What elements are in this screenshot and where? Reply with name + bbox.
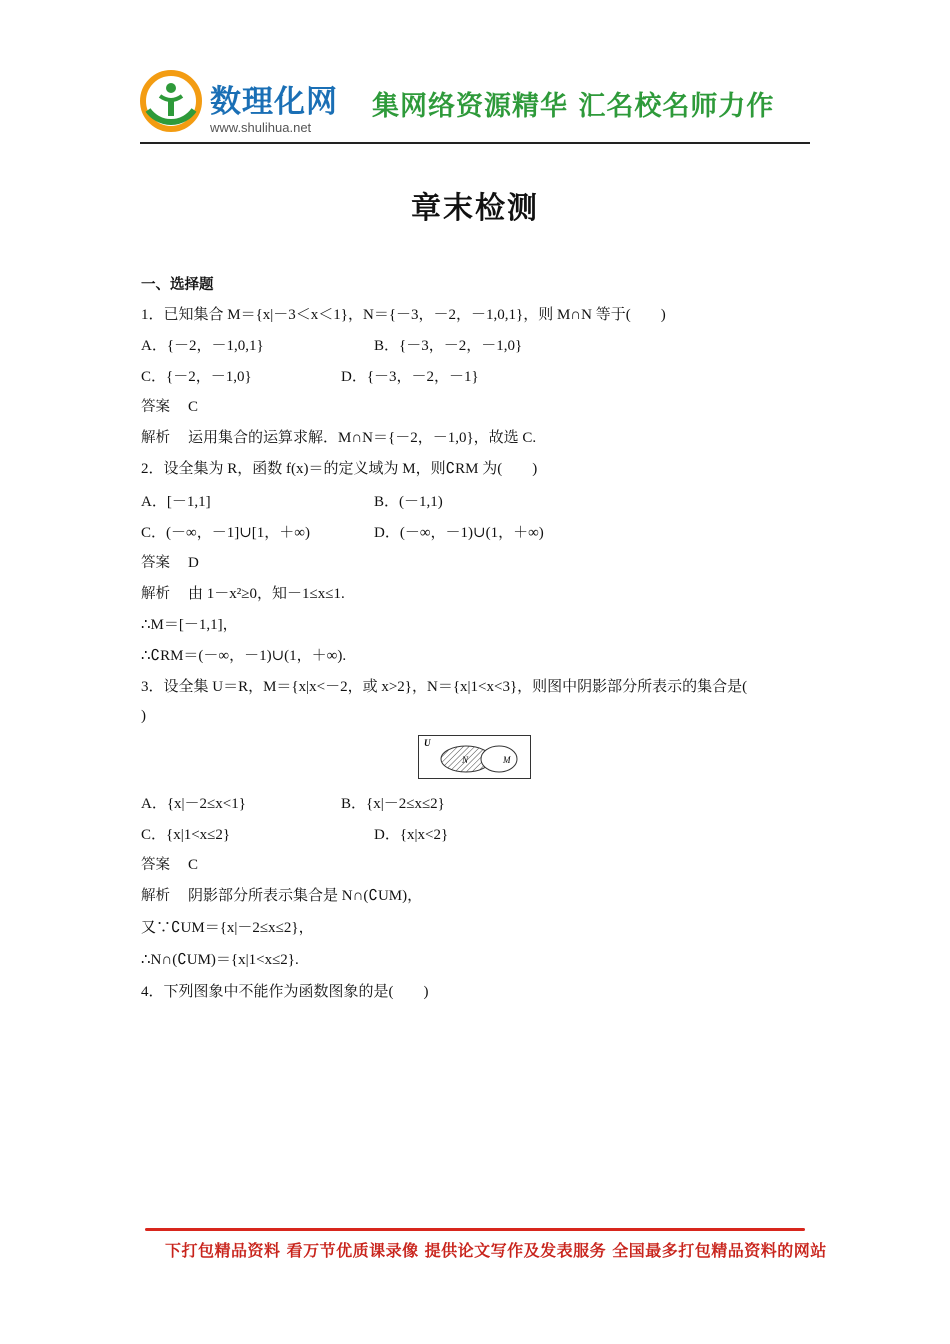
- q2-analysis-line2: ∴M＝[－1,1]，: [141, 617, 238, 633]
- q3-answer: [141, 855, 198, 875]
- q1-analysis: [141, 428, 536, 448]
- analysis-text: 由 1－x²≥0，知－1≤x≤1.: [188, 586, 345, 602]
- header-divider: [140, 142, 810, 144]
- section-heading: 一、选择题: [141, 277, 214, 293]
- footer-divider: [145, 1228, 805, 1231]
- venn-diagram: [418, 735, 531, 779]
- answer-label: 答案: [141, 857, 170, 873]
- answer-value: C: [188, 399, 199, 415]
- q2-answer: [141, 553, 199, 573]
- q2-analysis-line3: ∴∁RM＝(－∞，－1)∪(1，＋∞).: [141, 648, 347, 664]
- q3-analysis-line2: 又∵∁UM＝{x|－2≤x≤2}，: [141, 920, 314, 936]
- venn-label-u: U: [424, 738, 431, 748]
- q3-analysis: [141, 886, 422, 906]
- venn-label-m: M: [503, 755, 511, 765]
- q2-option-b: B．(－1,1): [374, 494, 443, 510]
- q3-option-c: C．{x|1<x≤2}: [141, 827, 231, 843]
- q1-option-a: A．{－2，－1,0,1}: [141, 338, 264, 354]
- q3-option-a: A．{x|－2≤x<1}: [141, 796, 246, 812]
- q3-stem: 3．设全集 U＝R，M＝{x|x<－2，或 x>2}，N＝{x|1<x<3}，则图中阴影部分所表示的集合是(: [141, 679, 748, 695]
- q2-stem: 2．设全集为 R，函数 f(x)＝的定义域为 M，则∁RM 为( ): [141, 461, 538, 477]
- analysis-text: 阴影部分所表示集合是 N∩(∁UM)，: [188, 888, 423, 904]
- q3-analysis-line3: ∴N∩(∁UM)＝{x|1<x≤2}.: [141, 952, 299, 968]
- q1-option-c: C．{－2，－1,0}: [141, 369, 252, 385]
- logo-url: www.shulihua.net: [210, 120, 312, 135]
- answer-label: 答案: [141, 555, 170, 571]
- q3-option-b: B．{x|－2≤x≤2}: [341, 796, 445, 812]
- venn-set-m: [481, 746, 517, 772]
- answer-value: C: [188, 857, 199, 873]
- analysis-text: 运用集合的运算求解．M∩N＝{－2，－1,0}，故选 C.: [188, 430, 537, 446]
- analysis-label: 解析: [141, 586, 170, 602]
- q1-answer: [141, 397, 198, 417]
- logo-name: 数理化网: [210, 84, 338, 120]
- footer-slogan: 下打包精品资料 看万节优质课录像 提供论文写作及发表服务 全国最多打包精品资料的网站: [165, 1241, 827, 1260]
- answer-value: D: [188, 555, 199, 571]
- q3-option-d: D．{x|x<2}: [374, 827, 449, 843]
- site-header: [140, 62, 810, 144]
- logo-icon: [140, 70, 202, 132]
- q1-stem: 1．已知集合 M＝{x|－3＜x＜1}，N＝{－3，－2，－1,0,1}，则 M∩N 等于( ): [141, 307, 666, 323]
- answer-label: 答案: [141, 399, 170, 415]
- q1-option-b: B．{－3，－2，－1,0}: [374, 338, 523, 354]
- q2-analysis: [141, 584, 345, 604]
- analysis-label: 解析: [141, 888, 170, 904]
- q2-option-a: A．[－1,1]: [141, 494, 211, 510]
- q1-option-d: D．{－3，－2，－1}: [341, 369, 479, 385]
- page-title: 章末检测: [411, 191, 539, 226]
- venn-label-n: N: [462, 755, 469, 765]
- q2-option-d: D．(－∞，－1)∪(1，＋∞): [374, 525, 544, 541]
- q4-stem: 4．下列图象中不能作为函数图象的是( ): [141, 984, 429, 1000]
- q2-option-c: C．(－∞，－1]∪[1，＋∞): [141, 525, 310, 541]
- q3-stem-cont: ): [141, 708, 146, 724]
- header-slogan: 集网络资源精华 汇名校名师力作: [372, 91, 775, 122]
- analysis-label: 解析: [141, 430, 170, 446]
